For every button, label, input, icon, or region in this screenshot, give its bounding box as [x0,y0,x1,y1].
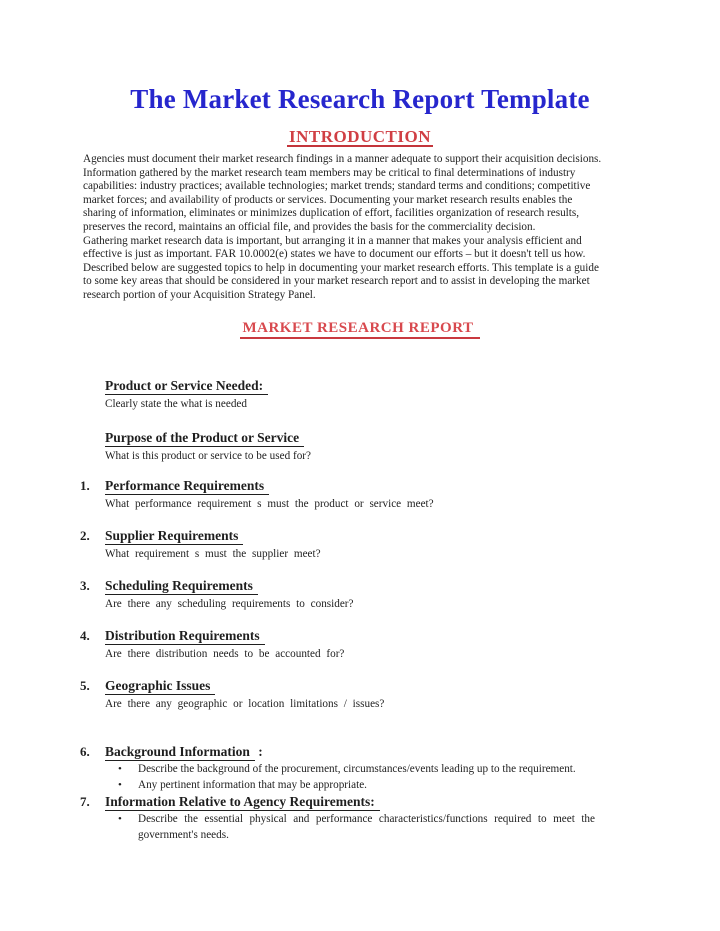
item-number: 3. [80,577,90,593]
bullet-item [105,811,720,843]
section-title: Purpose of the Product or Service [105,429,304,447]
item-description: What requirement s must the supplier meet? [105,547,321,560]
numbered-item-geographic-issues [0,677,720,711]
numbered-item-scheduling-requirements [0,577,720,611]
introduction-heading-wrap [0,128,720,147]
item-title: Distribution Requirements [105,627,265,645]
bullet-icon: • [118,778,122,791]
bullet-item [105,761,720,777]
numbered-item-distribution-requirements [0,627,720,661]
numbered-item-background-information [0,743,720,793]
item-content [105,577,720,611]
document-title: The Market Research Report Template [130,84,590,114]
item-title: Supplier Requirements [105,527,243,545]
bullet-text: Describe the background of the procurement, circumstances/events leading up to the requirement. [138,762,576,775]
numbered-item-supplier-requirements [0,527,720,561]
intro-line: Described below are suggested topics to help in documenting your market research efforts. This template is a guide [83,261,599,274]
bullet-item [105,777,720,793]
intro-line: to some key areas that should be considered in your market research report and to assist in developing the market [83,275,590,288]
item-number: 6. [80,743,90,759]
numbered-section-list [0,477,720,843]
bullet-text: Describe the essential physical and performance characteristics/functions required to meet the government's needs. [138,812,595,841]
item-content [105,627,720,661]
intro-line: Agencies must document their market research findings in a manner adequate to support their acquisition decisions. [83,153,602,165]
intro-line: preserves the record, maintains an official file, and provides the basis for the commerciality decision. [83,220,536,233]
item-title-suffix: : [254,743,263,759]
intro-line: sharing of information, eliminates or minimizes duplication of effort, facilities organization of research results, [83,207,580,220]
item-title: Information Relative to Agency Requirements: [105,793,380,811]
item-title: Performance Requirements [105,477,269,495]
item-title-row [105,793,720,811]
item-number: 1. [80,477,90,493]
item-number: 2. [80,527,90,543]
intro-line: market forces; and availability of products or services. Documenting your market research results enables the [83,193,573,206]
item-content [105,743,720,793]
section-title: Product or Service Needed: [105,377,268,395]
report-heading-wrap [0,319,720,339]
introduction-heading: INTRODUCTION [288,127,432,146]
report-heading: MARKET RESEARCH REPORT [240,320,479,339]
item-title: Scheduling Requirements [105,577,258,595]
item-content [105,677,720,711]
intro-line: research portion of your Acquisition Strategy Panel. [83,288,316,301]
item-content [105,527,720,561]
bullet-icon: • [118,762,122,775]
intro-line: effective is just as important. FAR 10.0002(e) states we have to document our efforts – but it doesn't tell us how. [83,248,586,261]
item-number: 4. [80,627,90,643]
item-number: 5. [80,677,90,693]
item-description: Are there any geographic or location limitations / issues? [105,697,385,710]
intro-line: capabilities: industry practices; available technologies; market trends; standard terms and conditions; competitive [83,180,591,193]
introduction-paragraph [83,153,668,303]
numbered-item-performance-requirements [0,477,720,511]
numbered-item-information-relative-to-agency-requirements [0,793,720,843]
bullet-text: Any pertinent information that may be appropriate. [138,778,367,791]
section-description: What is this product or service to be used for? [105,449,311,462]
item-description: What performance requirement s must the product or service meet? [105,497,434,510]
item-title: Background Information [105,743,255,761]
item-description: Are there distribution needs to be accounted for? [105,647,345,660]
bullet-icon: • [118,812,122,825]
item-number: 7. [80,793,90,809]
intro-line: Information gathered by the market research team members may be critical to final determinations of industry [83,166,576,179]
section-description: Clearly state the what is needed [105,397,247,410]
section-product-or-service-needed [105,377,720,411]
item-title-row [105,743,720,761]
item-title: Geographic Issues [105,677,215,695]
section-purpose-of-product-or-service [105,429,720,463]
item-content [105,793,720,843]
intro-line: Gathering market research data is important, but arranging it in a manner that makes your analysis efficient and [83,234,582,247]
item-content [105,477,720,511]
item-description: Are there any scheduling requirements to consider? [105,597,354,610]
